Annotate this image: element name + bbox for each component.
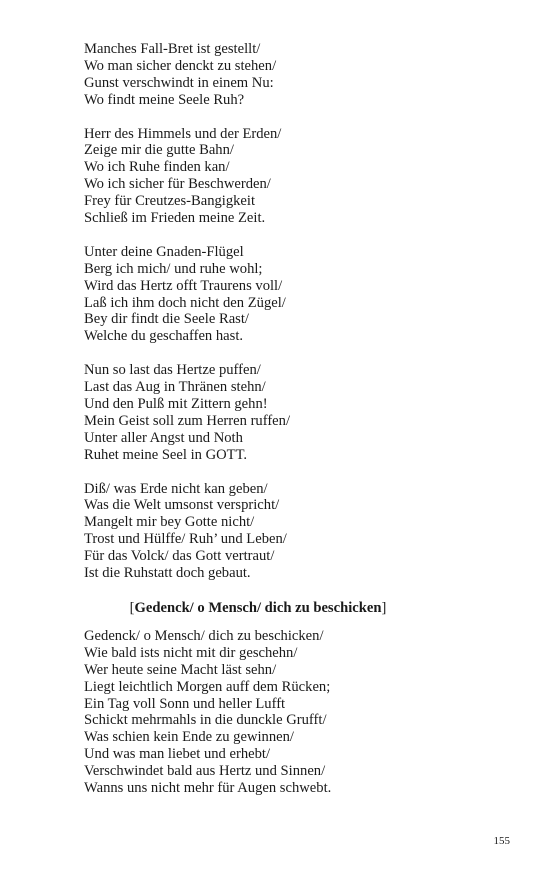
poem-heading [84,600,432,617]
verse-line: Verschwindet bald aus Hertz und Sinnen/ [84,763,326,780]
verse-line: Und den Pulß mit Zittern gehn! [84,395,268,412]
verse-line: Schickt mehrmahls in die dunckle Grufft/ [84,712,327,729]
verse-line: Ist die Ruhstatt doch gebaut. [84,565,251,582]
verse-line: Nun so last das Hertze puffen/ [84,362,261,379]
verse-line: Was die Welt umsonst verspricht/ [84,497,280,514]
verse-line: Frey für Creutzes-Bangigkeit [84,193,256,210]
stanza-1 [84,41,504,109]
verse-line: Trost und Hülffe/ Ruh’ und Leben/ [84,531,287,548]
verse-line: Manches Fall-Bret ist gestellt/ [84,41,261,57]
verse-line: Wanns uns nicht mehr für Augen schwebt. [84,780,332,797]
verse-line: Mangelt mir bey Gotte nicht/ [84,514,255,531]
verse-line: Wo man sicher denckt zu stehen/ [84,57,277,74]
verse-line: Laß ich ihm doch nicht den Zügel/ [84,294,286,311]
verse-line: Liegt leichtlich Morgen auff dem Rücken; [84,678,331,695]
stanza-2 [84,126,504,227]
verse-line: Was schien kein Ende zu gewinnen/ [84,729,294,746]
verse-line: Für das Volck/ das Gott vertraut/ [84,548,275,565]
stanza-6 [84,628,504,797]
heading-title: Gedenck/ o Mensch/ dich zu beschicken [134,599,382,616]
verse-line: Und was man liebet und erhebt/ [84,746,271,763]
verse-line: Unter deine Gnaden-Flügel [84,243,244,260]
verse-line: Schließ im Frieden meine Zeit. [84,210,266,227]
verse-line: Wo findt meine Seele Ruh? [84,91,245,108]
verse-line: Wie bald ists nicht mit dir geschehn/ [84,644,298,661]
verse-line: Wird das Hertz offt Traurens voll/ [84,277,283,294]
verse-line: Zeige mir die gutte Bahn/ [84,142,234,159]
verse-line: Gedenck/ o Mensch/ dich zu beschicken/ [84,627,324,644]
verse-line: Welche du geschaffen hast. [84,328,244,345]
verse-line: Wo ich sicher für Beschwerden/ [84,176,271,193]
stanza-5 [84,481,504,582]
stanza-4 [84,362,504,463]
verse-line: Unter aller Angst und Noth [84,429,243,446]
verse-line: Gunst verschwindt in einem Nu: [84,74,274,91]
stanza-3 [84,244,504,345]
verse-line: Herr des Himmels und der Erden/ [84,125,282,142]
heading-open-bracket: [ [129,599,135,616]
verse-line: Mein Geist soll zum Herren ruffen/ [84,412,291,429]
verse-line: Last das Aug in Thränen stehn/ [84,379,266,396]
verse-line: Bey dir findt die Seele Rast/ [84,311,249,328]
verse-line: Wer heute seine Macht läst sehn/ [84,661,277,678]
verse-line: Ruhet meine Seel in GOTT. [84,446,248,463]
page-number: 155 [493,835,510,847]
poem-text [84,41,504,814]
verse-line: Berg ich mich/ und ruhe wohl; [84,260,263,277]
verse-line: Ein Tag voll Sonn und heller Lufft [84,695,286,712]
verse-line: Diß/ was Erde nicht kan geben/ [84,480,268,497]
heading-close-bracket: ] [381,599,387,616]
verse-line: Wo ich Ruhe finden kan/ [84,159,230,176]
